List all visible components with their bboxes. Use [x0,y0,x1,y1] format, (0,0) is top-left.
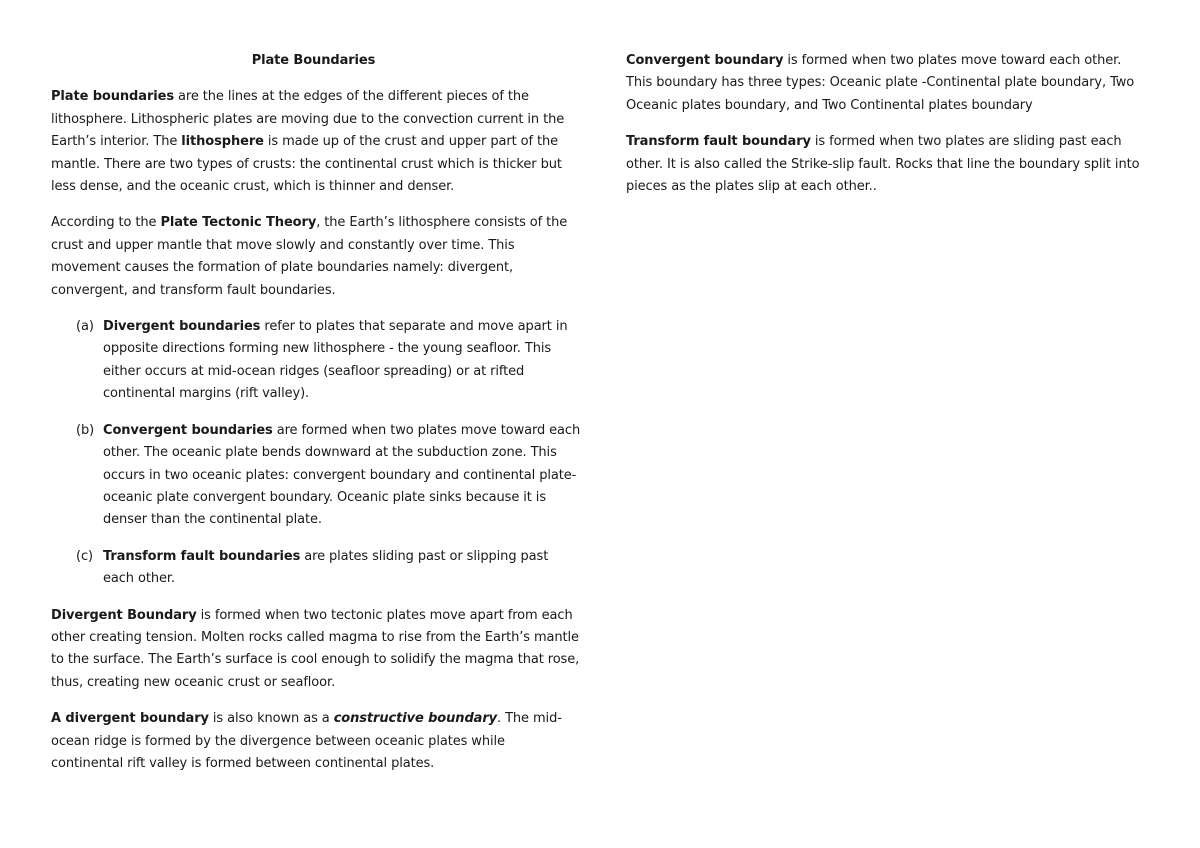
paragraph-divergent-boundary [51,605,581,695]
list-marker: (c) [76,548,93,564]
paragraph-text: , the Earth’s lithosphere consists of the crust and upper mantle that move slowly and constantly over time. This movement causes the formation of plate boundaries namely: divergent, convergent, and transform fault boundaries. [51,215,568,298]
list-item [51,316,581,406]
paragraph-text: is made up of the crust and upper part of the mantle. There are two types of crusts: the continental crust which is thicker but less dense, and the oceanic crust, which is thinner and denser. [51,134,562,195]
left-column [51,50,581,789]
list-item [51,420,581,532]
right-column [626,50,1146,212]
term-lithosphere: lithosphere [181,134,264,150]
term-plate-boundaries: Plate boundaries [51,89,174,105]
list-item-text: are plates sliding past or slipping past each other. [103,548,549,587]
paragraph-plate-boundaries [51,86,581,198]
paragraph-text: . The mid-ocean ridge is formed by the divergence between oceanic plates while continental rift valley is formed between continental plates. [51,711,562,771]
paragraph-text: are the lines at the edges of the different pieces of the lithosphere. Lithospheric plates are moving due to the convection current in the Earth’s interior. The [51,89,565,150]
paragraph-plate-tectonic-theory [51,212,581,302]
term-constructive-boundary: constructive boundary [333,711,498,727]
paragraph-text: According to the [51,215,161,231]
term-plate-tectonic-theory: Plate Tectonic Theory [160,215,317,231]
list-item-text: are formed when two plates move toward each other. The oceanic plate bends downward at the subduction zone. This occurs in two oceanic plates: convergent boundary and continental plate-oceanic plate convergent boundary. Oceanic plate sinks because it is denser than the continental plate. [103,422,581,528]
list-marker: (b) [76,422,95,438]
term-transform-fault-boundaries: Transform fault boundaries [103,548,301,564]
boundary-types-list [51,316,581,590]
document-title: Plate Boundaries [251,53,376,68]
term-divergent-boundary: Divergent Boundary [51,607,197,623]
list-item-text: refer to plates that separate and move apart in opposite directions forming new lithosphere - the young seafloor. This either occurs at mid-ocean ridges (seafloor spreading) or at rifted continental margins (rift valley). [103,319,568,402]
term-transform-fault-boundary: Transform fault boundary [626,134,811,150]
term-divergent-boundaries: Divergent boundaries [103,319,261,335]
list-marker: (a) [76,319,94,335]
paragraph-text: is also known as a [208,711,334,727]
paragraph-constructive-boundary [51,708,581,775]
paragraph-transform-fault-boundary [626,131,1146,198]
term-convergent-boundaries: Convergent boundaries [103,422,273,438]
paragraph-text: is formed when two plates move toward each other. This boundary has three types: Oceanic plate -Continental plate boundary, Two Oceanic plates boundary, and Two Continental plates boundary [626,53,1135,113]
paragraph-convergent-boundary [626,50,1146,117]
paragraph-text: is formed when two tectonic plates move apart from each other creating tension. Molten rocks called magma to rise from the Earth’s mantle to the surface. The Earth’s surface is cool enough to solidify the magma that rose, thus, creating new oceanic crust or seafloor. [51,607,580,690]
list-item [51,546,581,591]
term-convergent-boundary: Convergent boundary [626,53,784,68]
term-a-divergent-boundary: A divergent boundary [51,711,209,727]
paragraph-text: is formed when two plates are sliding past each other. It is also called the Strike-slip fault. Rocks that line the boundary split into pieces as the plates slip at each other.. [626,134,1140,195]
